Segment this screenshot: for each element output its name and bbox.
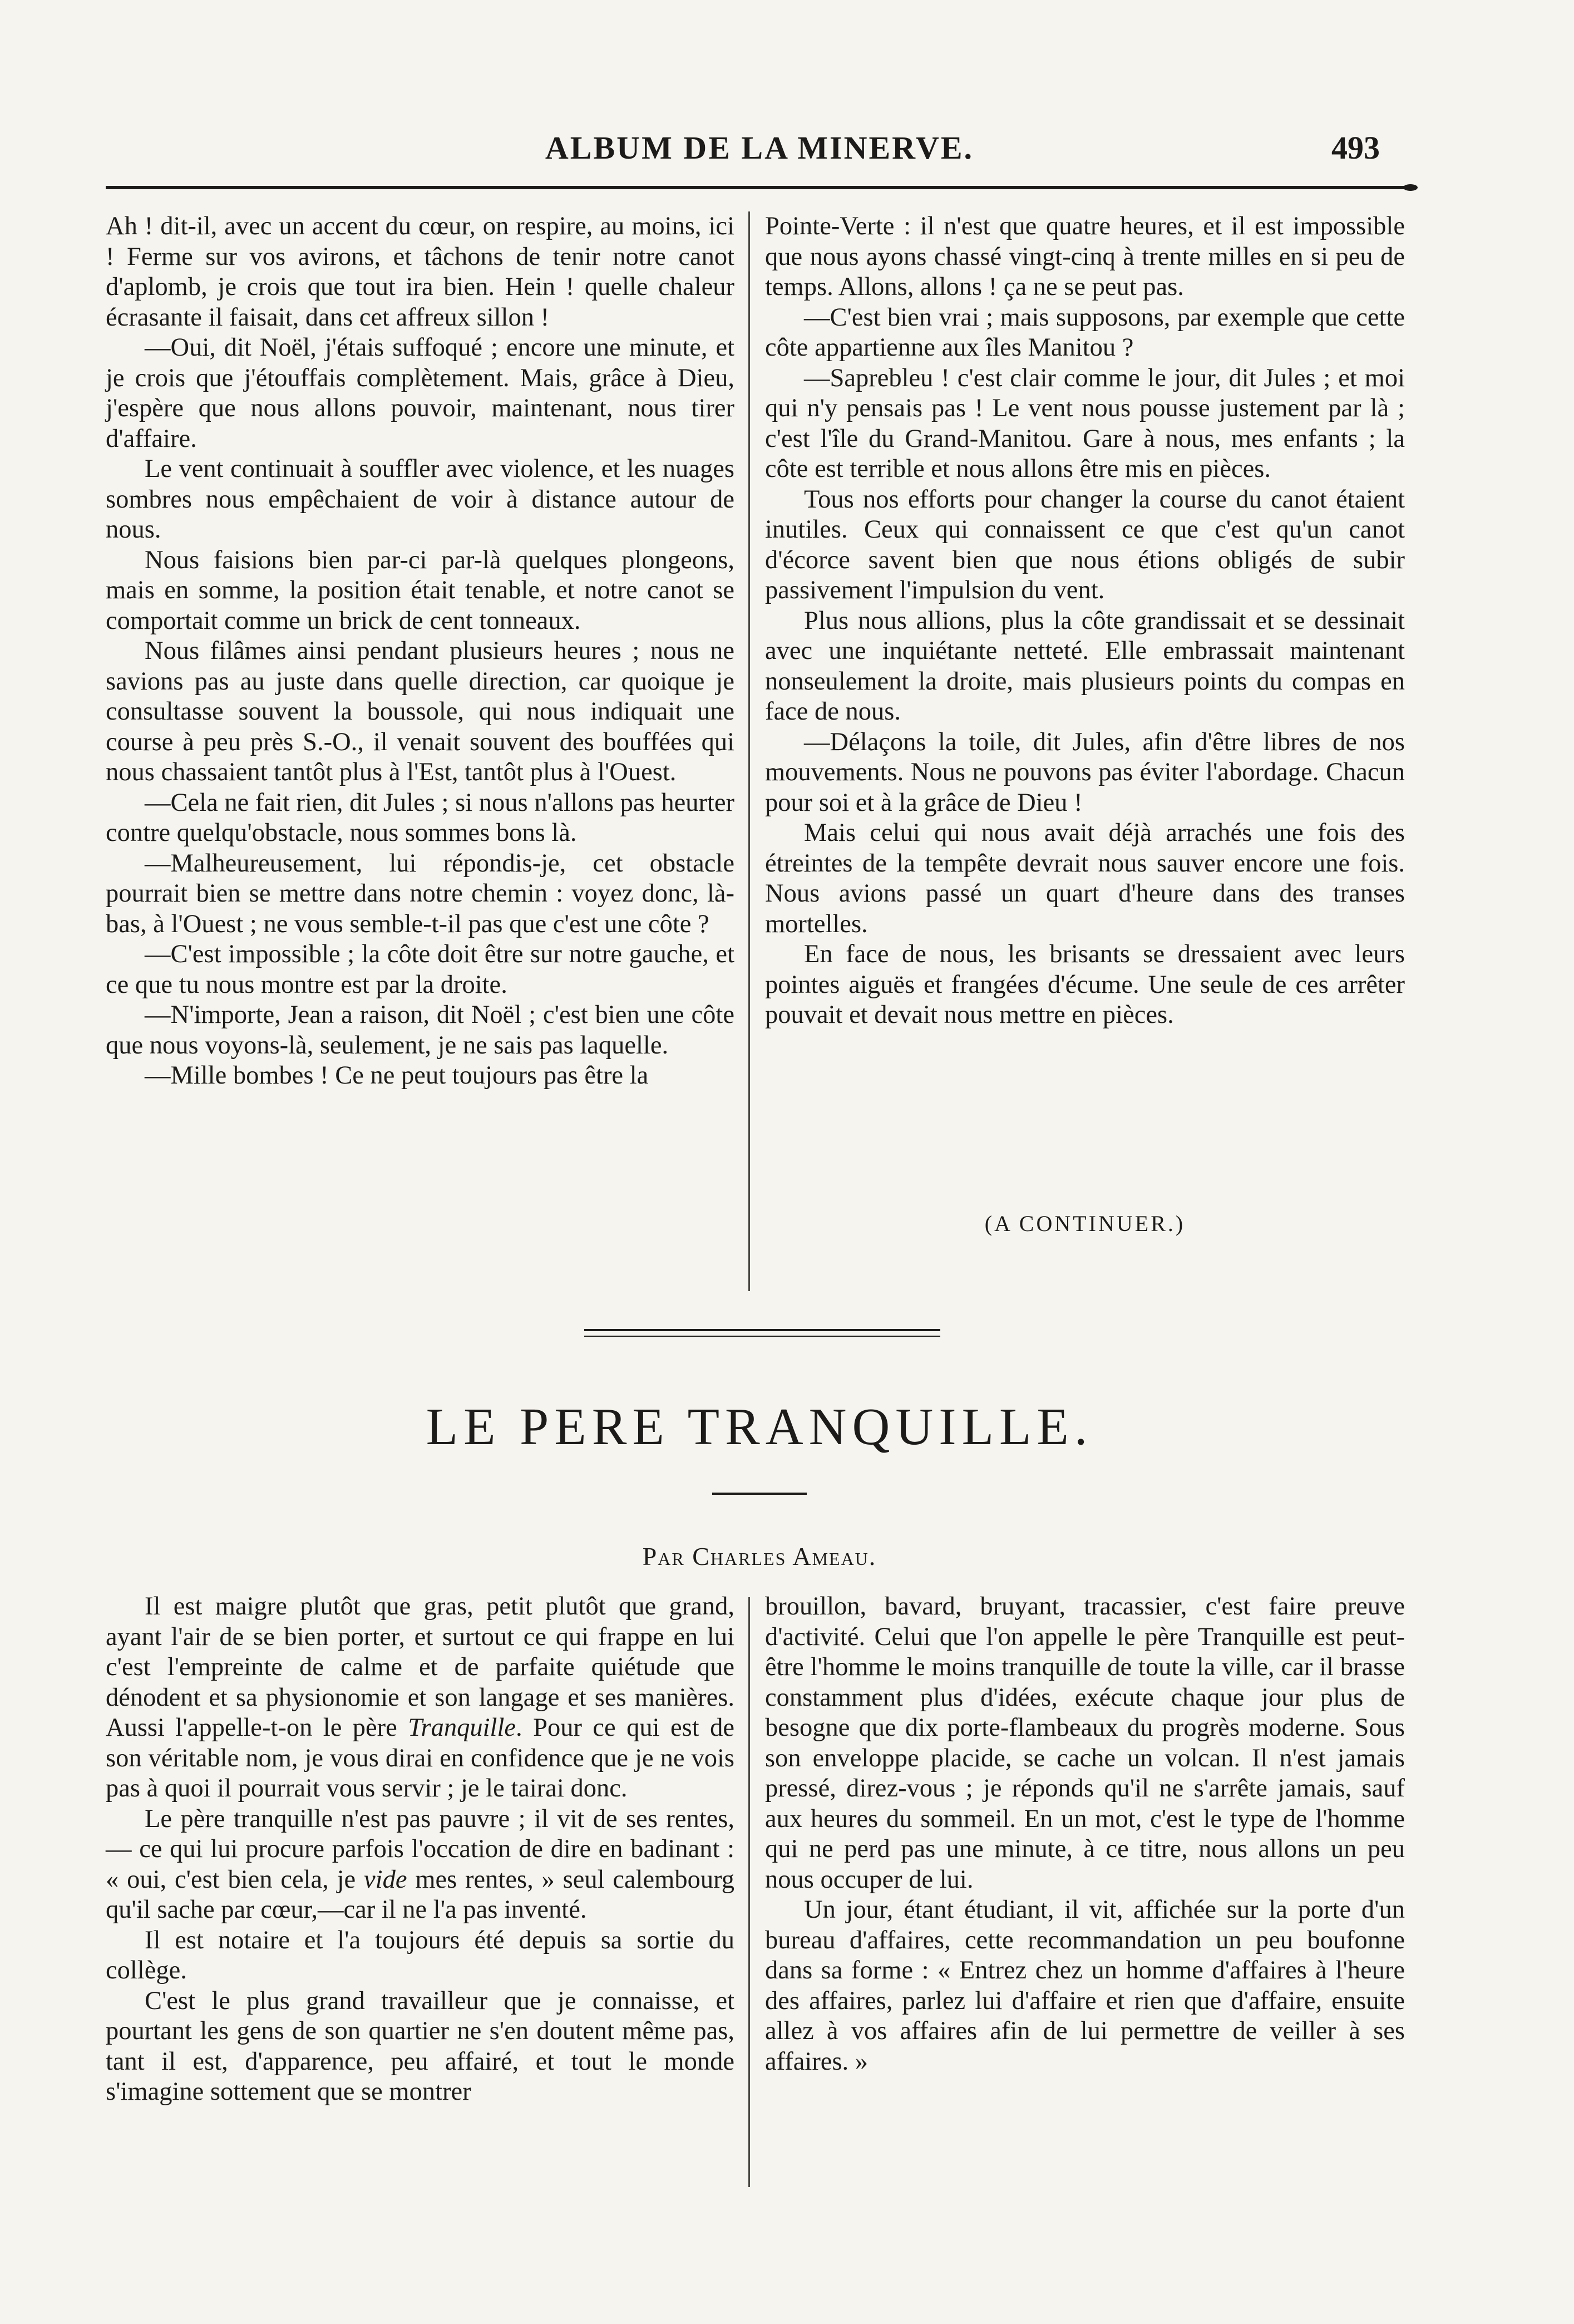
italic-text: Tranquille: [408, 1714, 516, 1742]
paragraph: Il est notaire et l'a toujours été depuis sa sortie du collège.: [106, 1926, 734, 1985]
paragraph: C'est le plus grand travailleur que je connaisse, et pourtant les gens de son quartier ne s'en doutent même pas, tant il est, d'apparence, peu affairé, et tout le monde s'imagine sottement que se montrer: [106, 1986, 734, 2106]
story-column-left: [106, 211, 734, 1091]
paragraph: Nous faisions bien par-ci par-là quelques plongeons, mais en somme, la position était tenable, et notre canot se comportait comme un brick de cent tonneaux.: [106, 545, 734, 635]
paragraph: Tous nos efforts pour changer la course du canot étaient inutiles. Ceux qui connaissent ce que c'est qu'un canot d'écorce savent bien que nous étions obligés de subir passivement l'impulsion du vent.: [765, 485, 1405, 604]
paragraph: —C'est bien vrai ; mais supposons, par exemple que cette côte appartienne aux îles Manitou ?: [765, 303, 1405, 362]
article-column-left: [106, 1592, 734, 2108]
paragraph: —Délaçons la toile, dit Jules, afin d'être libres de nos mouvements. Nous ne pouvons pas éviter l'abordage. Chacun pour soi et à la grâce de Dieu !: [765, 727, 1405, 817]
text-run: Le père tranquille n'est pas pauvre ; il vit de ses rentes,— ce qui lui procure parfois l'occation de dire en badinant : « oui, c'est bien cela, je: [106, 1804, 734, 1894]
paragraph: Nous filâmes ainsi pendant plusieurs heures ; nous ne savions pas au juste dans quelle direction, car quoique je consultasse souvent la boussole, qui nous indiquait une course à peu près S.-O., il venait souvent des bouffées qui nous chassaient tantôt plus à l'Est, tantôt plus à l'Ouest.: [106, 637, 734, 786]
running-head: [106, 129, 1413, 185]
paragraph: Un jour, étant étudiant, il vit, affichée sur la porte d'un bureau d'affaires, cette recommandation un peu boufonne dans sa forme : « Entrez chez un homme d'affaires à l'heure des affaires, parlez lui d'affaire et rien que d'affaire, ensuite allez à vos affaires afin de lui permettre de veiller à ses affaires. »: [765, 1895, 1405, 2076]
to-be-continued-note: (A CONTINUER.): [984, 1211, 1186, 1236]
header-rule: [106, 186, 1408, 189]
publication-title: ALBUM DE LA MINERVE.: [545, 130, 974, 166]
article-column-right: [765, 1592, 1405, 2077]
paragraph: Plus nous allions, plus la côte grandissait et se dessinait avec une inquiétante netteté. Elle embrassait maintenant nonseulement la droite, mais plusieurs points du compas en face de nous.: [765, 606, 1405, 726]
paragraph: brouillon, bavard, bruyant, tracassier, c'est faire preuve d'activité. Celui que l'on appelle le père Tranquille est peut-être l'homme le moins tranquille de toute la ville, car il brasse constamment plus d'idées, exécute chaque jour plus de besogne que dix porte-flambeaux du progrès moderne. Sous son enveloppe placide, se cache un volcan. Il n'est jamais pressé, direz-vous ; je réponds qu'il ne s'arrête jamais, sauf aux heures du sommeil. En un mot, c'est le type de l'homme qui ne perd pas une minute, à ce titre, nous allons un peu nous occuper de lui.: [765, 1592, 1405, 1894]
paragraph: Ah ! dit-il, avec un accent du cœur, on respire, au moins, ici ! Ferme sur vos avirons, et tâchons de tenir notre canot d'aplomb, je crois que tout ira bien. Hein ! quelle chaleur écrasante il faisait, dans cet affreux sillon !: [106, 212, 734, 332]
paragraph: —N'importe, Jean a raison, dit Noël ; c'est bien une côte que nous voyons-là, seulement, je ne sais pas laquelle.: [106, 1001, 734, 1060]
article-title: LE PERE TRANQUILLE.: [426, 1398, 1093, 1456]
text-run: . Pour ce qui est de son véritable nom, je vous dirai en confidence que je ne vois pas à quoi il pourrait vous servir ; je le tairai donc.: [106, 1714, 734, 1803]
paragraph: —Cela ne fait rien, dit Jules ; si nous n'allons pas heurter contre quelqu'obstacle, nous sommes bons là.: [106, 788, 734, 847]
byline: [106, 1542, 1413, 1571]
story-column-right: [765, 211, 1405, 1031]
paragraph: Mais celui qui nous avait déjà arrachés une fois des étreintes de la tempête devrait nous sauver encore une fois. Nous avions passé un quart d'heure dans des transes mortelles.: [765, 819, 1405, 938]
paragraph: —Oui, dit Noël, j'étais suffoqué ; encore une minute, et je crois que j'étouffais complètement. Mais, grâce à Dieu, j'espère que nous allons pouvoir, maintenant, nous tirer d'affaire.: [106, 333, 734, 453]
section-separator: [584, 1336, 940, 1337]
byline-author: Charles Ameau.: [692, 1542, 877, 1570]
page-number: 493: [1331, 130, 1380, 166]
text-run: Il est maigre plutôt que gras, petit plutôt que grand, ayant l'air de se bien porter, et surtout ce qui frappe en lui c'est l'empreinte de calme et de parfaite quiétude que dénodent et sa physionomie et son langage et ses manières. Aussi l'appelle-t-on le père: [106, 1592, 734, 1742]
italic-text: vide: [364, 1865, 407, 1894]
section-separator: [584, 1329, 940, 1331]
paragraph: [106, 1592, 734, 1804]
paragraph: —Saprebleu ! c'est clair comme le jour, dit Jules ; et moi qui n'y pensais pas ! Le vent nous pousse justement par là ; c'est l'île du Grand-Manitou. Gare à nous, mes enfants ; la côte est terrible et nous allons être mis en pièces.: [765, 363, 1405, 483]
title-ornament-rule: [712, 1493, 807, 1495]
paragraph: —Mille bombes ! Ce ne peut toujours pas être la: [145, 1061, 649, 1090]
paragraph: Le vent continuait à souffler avec violence, et les nuages sombres nous empêchaient de voir à distance autour de nous.: [106, 455, 734, 544]
paragraph: —C'est impossible ; la côte doit être sur notre gauche, et ce que tu nous montre est par la droite.: [106, 940, 734, 999]
paragraph: —Malheureusement, lui répondis-je, cet obstacle pourrait bien se mettre dans notre chemin : voyez donc, là-bas, à l'Ouest ; ne vous semble-t-il pas que c'est une côte ?: [106, 849, 734, 938]
paragraph: En face de nous, les brisants se dressaient avec leurs pointes aiguës et frangées d'écume. Une seule de ces arrêter pouvait et devait nous mettre en pièces.: [765, 940, 1405, 1029]
column-divider: [748, 1597, 750, 2187]
text-run: mes rentes, » seul calembourg qu'il sache par cœur,—car il ne l'a pas inventé.: [106, 1865, 734, 1924]
paragraph: [106, 1804, 734, 1926]
paragraph: Pointe-Verte : il n'est que quatre heures, et il est impossible que nous ayons chassé vingt-cinq à trente milles en si peu de temps. Allons, allons ! ça ne se peut pas.: [765, 212, 1405, 301]
column-divider: [748, 211, 750, 1291]
byline-prefix: Par: [642, 1542, 685, 1570]
